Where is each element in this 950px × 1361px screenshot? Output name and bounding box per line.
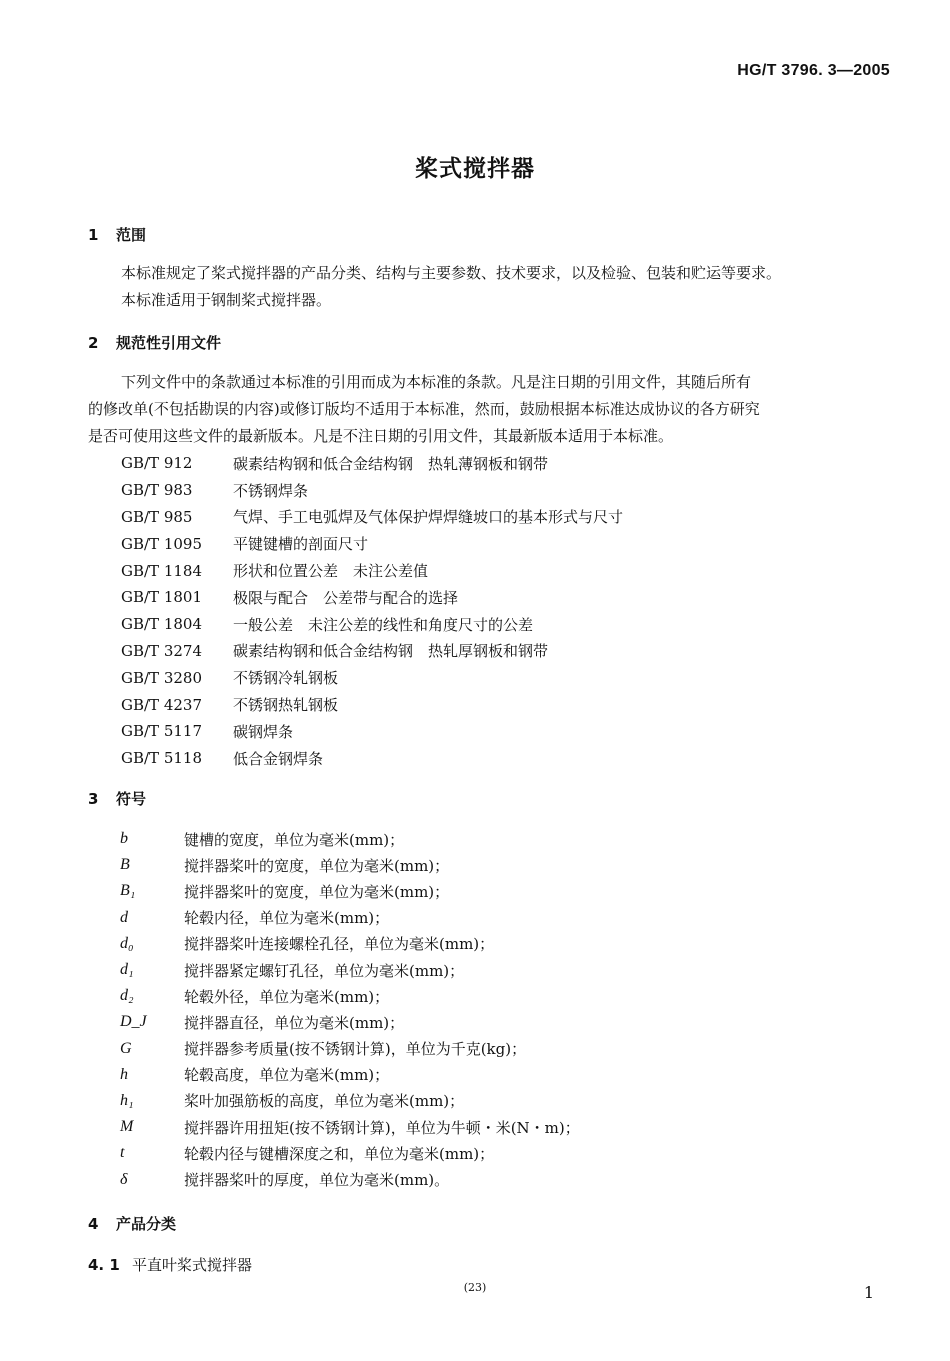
reference-title: 低合金钢焊条 [233, 749, 324, 768]
reference-title: 不锈钢焊条 [233, 481, 309, 500]
symbol: d [120, 908, 128, 926]
symbol-description: 轮毂外径，单位为毫米(mm)； [184, 987, 390, 1006]
symbol-item [120, 983, 840, 1009]
symbol-item [120, 826, 840, 852]
section-2-paragraph-line-1: 下列文件中的条款通过本标准的引用而成为本标准的条款。凡是注日期的引用文件，其随后所有 [121, 373, 752, 391]
reference-item [121, 745, 861, 772]
section-1-paragraph-2: 本标准适用于钢制桨式搅拌器。 [121, 291, 332, 309]
symbol-description: 搅拌器桨叶的厚度，单位为毫米(mm)。 [184, 1171, 450, 1190]
reference-title: 不锈钢热轧钢板 [233, 696, 339, 715]
reference-item [121, 664, 861, 691]
symbol: B [120, 856, 130, 874]
section-3-number: 3 [88, 790, 99, 808]
reference-code: GB/T 983 [121, 481, 193, 500]
reference-title: 碳钢焊条 [233, 722, 294, 741]
section-4-heading [88, 1213, 176, 1234]
symbol-item [120, 957, 840, 983]
symbol-item [120, 1062, 840, 1088]
symbol-item [120, 905, 840, 931]
reference-code: GB/T 1804 [121, 615, 203, 634]
symbol-item [120, 878, 840, 904]
symbol-description: 轮毂内径与键槽深度之和，单位为毫米(mm)； [184, 1144, 495, 1163]
page-title: 桨式搅拌器 [415, 156, 535, 182]
reference-code: GB/T 1184 [121, 561, 203, 580]
symbol: d₁ [120, 961, 134, 979]
reference-title: 形状和位置公差 未注公差值 [233, 562, 429, 581]
symbol-description: 搅拌器桨叶的宽度，单位为毫米(mm)； [184, 882, 450, 901]
symbol-item [120, 1009, 840, 1035]
symbol: b [120, 830, 128, 848]
symbol: M [120, 1118, 134, 1136]
symbol-item [120, 1166, 840, 1192]
reference-title: 碳素结构钢和低合金结构钢 热轧厚钢板和钢带 [233, 642, 549, 661]
symbol-description: 搅拌器桨叶的宽度，单位为毫米(mm)； [184, 856, 450, 875]
reference-item [121, 530, 861, 557]
symbol: B₁ [120, 882, 136, 900]
symbol-description: 桨叶加强筋板的高度，单位为毫米(mm)； [184, 1092, 465, 1111]
reference-item [121, 718, 861, 745]
reference-item [121, 557, 861, 584]
symbol: h [120, 1065, 128, 1083]
section-2-title: 规范性引用文件 [116, 334, 222, 352]
reference-title: 不锈钢冷轧钢板 [233, 669, 339, 688]
footer-page-reference: (23) [463, 1281, 487, 1294]
symbol-item [120, 1140, 840, 1166]
section-1-title: 范围 [116, 226, 147, 244]
reference-item [121, 477, 861, 504]
standard-code: HG/T 3796. 3—2005 [737, 62, 890, 79]
symbol: G [120, 1039, 132, 1057]
reference-item [121, 611, 861, 638]
symbol-description: 搅拌器紧定螺钉孔径，单位为毫米(mm)； [184, 961, 465, 980]
section-2-number: 2 [88, 334, 99, 352]
symbol-description: 搅拌器桨叶连接螺栓孔径，单位为毫米(mm)； [184, 935, 495, 954]
symbol-description: 搅拌器参考质量(按不锈钢计算)，单位为千克(kg)； [184, 1040, 527, 1059]
footer-page-number: 1 [863, 1283, 874, 1302]
section-3-heading [88, 788, 146, 809]
reference-title: 一般公差 未注公差的线性和角度尺寸的公差 [233, 615, 534, 634]
reference-item [121, 450, 861, 477]
section-4-1-number: 4. 1 [88, 1256, 120, 1274]
reference-title: 碳素结构钢和低合金结构钢 热轧薄钢板和钢带 [233, 454, 549, 473]
section-2-paragraph-line-2: 的修改单(不包括勘误的内容)或修订版均不适用于本标准，然而，鼓励根据本标准达成协议的各方研究 [88, 400, 760, 418]
reference-code: GB/T 1801 [121, 588, 203, 607]
reference-item [121, 584, 861, 611]
symbol: h₁ [120, 1091, 134, 1109]
section-4-title: 产品分类 [116, 1215, 177, 1233]
section-1-paragraph-1: 本标准规定了桨式搅拌器的产品分类、结构与主要参数、技术要求，以及检验、包装和贮运等要求。 [121, 264, 782, 282]
section-3-title: 符号 [116, 790, 147, 808]
section-2-paragraph-line-3: 是否可使用这些文件的最新版本。凡是不注日期的引用文件，其最新版本适用于本标准。 [88, 427, 674, 445]
symbol: d₂ [120, 987, 134, 1005]
normative-references-list [121, 450, 861, 772]
reference-code: GB/T 5117 [121, 722, 203, 741]
section-1-heading [88, 224, 146, 245]
symbol-item [120, 1114, 840, 1140]
symbol-item [120, 1036, 840, 1062]
section-4-1-heading [88, 1254, 252, 1275]
reference-title: 平键键槽的剖面尺寸 [233, 535, 369, 554]
symbol-description: 搅拌器许用扭矩(按不锈钢计算)，单位为牛顿・米(N・m)； [184, 1118, 580, 1137]
reference-code: GB/T 3280 [121, 668, 203, 687]
symbol-item [120, 931, 840, 957]
reference-code: GB/T 5118 [121, 749, 203, 768]
section-4-1-title: 平直叶桨式搅拌器 [132, 1256, 253, 1274]
symbol-description: 轮毂内径，单位为毫米(mm)； [184, 909, 390, 928]
reference-title: 气焊、手工电弧焊及气体保护焊焊缝坡口的基本形式与尺寸 [233, 508, 624, 527]
symbol-description: 轮毂高度，单位为毫米(mm)； [184, 1066, 390, 1085]
symbol-description: 搅拌器直径，单位为毫米(mm)； [184, 1013, 405, 1032]
reference-code: GB/T 1095 [121, 534, 203, 553]
symbol: δ [120, 1170, 128, 1188]
reference-item [121, 638, 861, 665]
symbol-item [120, 1088, 840, 1114]
reference-item [121, 504, 861, 531]
section-2-heading [88, 332, 221, 353]
reference-code: GB/T 4237 [121, 695, 203, 714]
symbol: D_J [120, 1013, 147, 1031]
reference-code: GB/T 985 [121, 507, 193, 526]
reference-code: GB/T 912 [121, 454, 193, 473]
symbols-list [120, 826, 840, 1193]
section-4-number: 4 [88, 1215, 99, 1233]
reference-code: GB/T 3274 [121, 641, 203, 660]
symbol: d₀ [120, 934, 134, 952]
reference-title: 极限与配合 公差带与配合的选择 [233, 588, 459, 607]
symbol: t [120, 1144, 125, 1162]
section-1-number: 1 [88, 226, 99, 244]
symbol-item [120, 852, 840, 878]
reference-item [121, 691, 861, 718]
symbol-description: 键槽的宽度，单位为毫米(mm)； [184, 830, 405, 849]
